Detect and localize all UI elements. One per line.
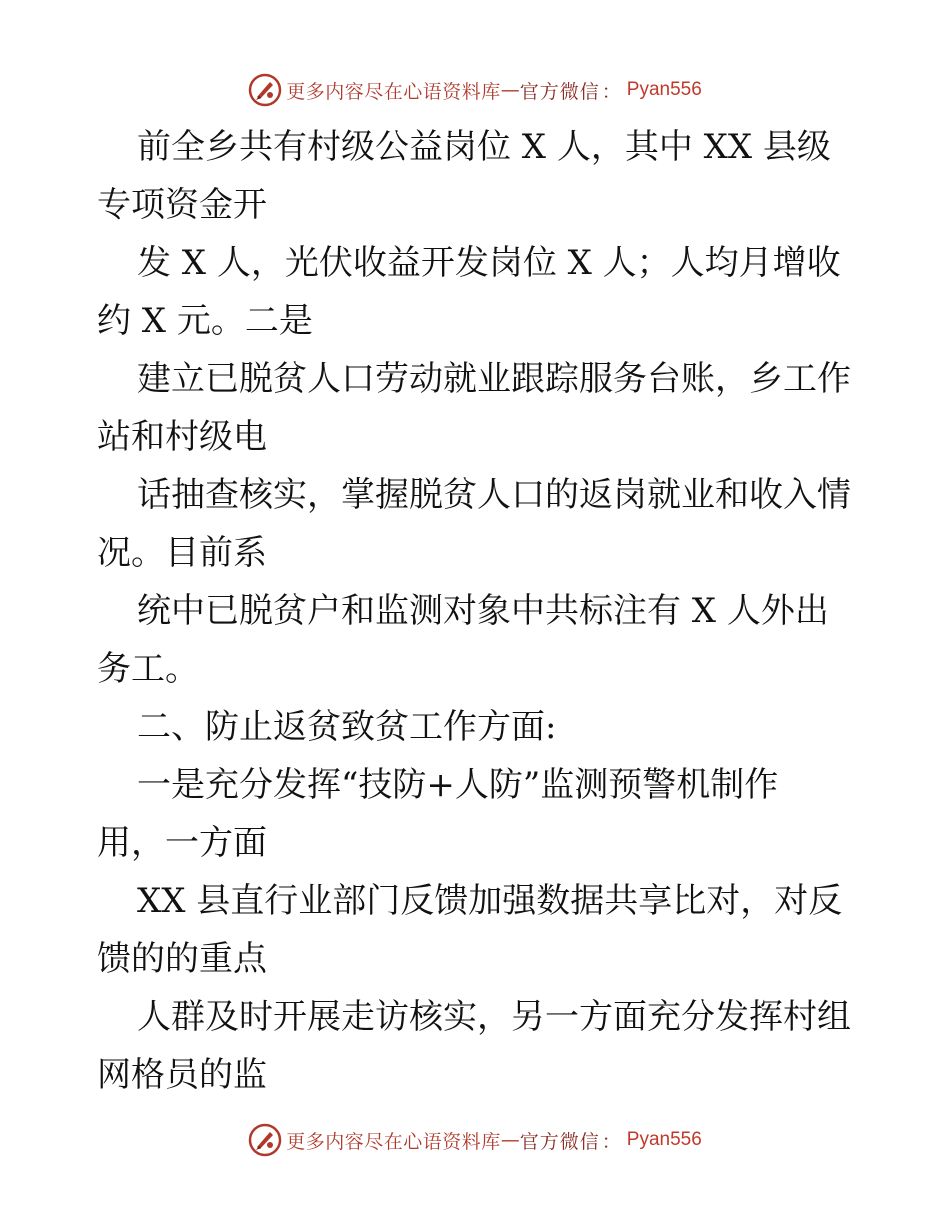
body-line: 统中已脱贫户和监测对象中共标注有 X 人外出: [137, 591, 829, 631]
body-line: 一是充分发挥“技防+人防”监测预警机制作: [137, 765, 779, 805]
footer-banner: [0, 1120, 950, 1160]
body-line: 专项资金开: [97, 185, 267, 225]
banner-dash: —: [500, 1129, 520, 1151]
banner-wechat-id: Pyan556: [626, 79, 702, 100]
logo-icon: [248, 1123, 282, 1157]
body-line: 约 X 元。二是: [97, 301, 313, 341]
body-line: 人群及时开展走访核实，另一方面充分发挥村组: [137, 997, 851, 1037]
banner-wechat-label: 官方微信: [519, 1130, 600, 1153]
banner-separator: ：: [601, 1130, 621, 1153]
body-line: 馈的的重点: [97, 939, 267, 979]
document-body: [97, 118, 857, 1104]
body-line: 网格员的监: [97, 1055, 267, 1095]
banner-wechat-label: 官方微信: [519, 80, 600, 103]
body-line: 前全乡共有村级公益岗位 X 人，其中 XX 县级: [137, 127, 831, 167]
body-line: 务工。: [97, 649, 199, 689]
body-line: 发 X 人，光伏收益开发岗位 X 人；人均月增收: [137, 243, 841, 283]
body-line: 建立已脱贫人口劳动就业跟踪服务台账，乡工作: [137, 359, 851, 399]
body-line: 用，一方面: [97, 823, 267, 863]
banner-separator: ：: [601, 80, 621, 103]
banner-main-text: 更多内容尽在心语资料库: [286, 80, 501, 103]
header-banner: [0, 70, 950, 110]
body-line: 话抽查核实，掌握脱贫人口的返岗就业和收入情: [137, 475, 851, 515]
banner-wechat-id: Pyan556: [626, 1129, 702, 1150]
banner-main-text: 更多内容尽在心语资料库: [286, 1130, 501, 1153]
body-line: 况。目前系: [97, 533, 267, 573]
body-line: XX 县直行业部门反馈加强数据共享比对，对反: [137, 881, 843, 921]
body-line: 站和村级电: [97, 417, 267, 457]
section-heading: 二、防止返贫致贫工作方面:: [137, 707, 557, 747]
logo-icon: [248, 73, 282, 107]
banner-dash: —: [500, 79, 520, 101]
